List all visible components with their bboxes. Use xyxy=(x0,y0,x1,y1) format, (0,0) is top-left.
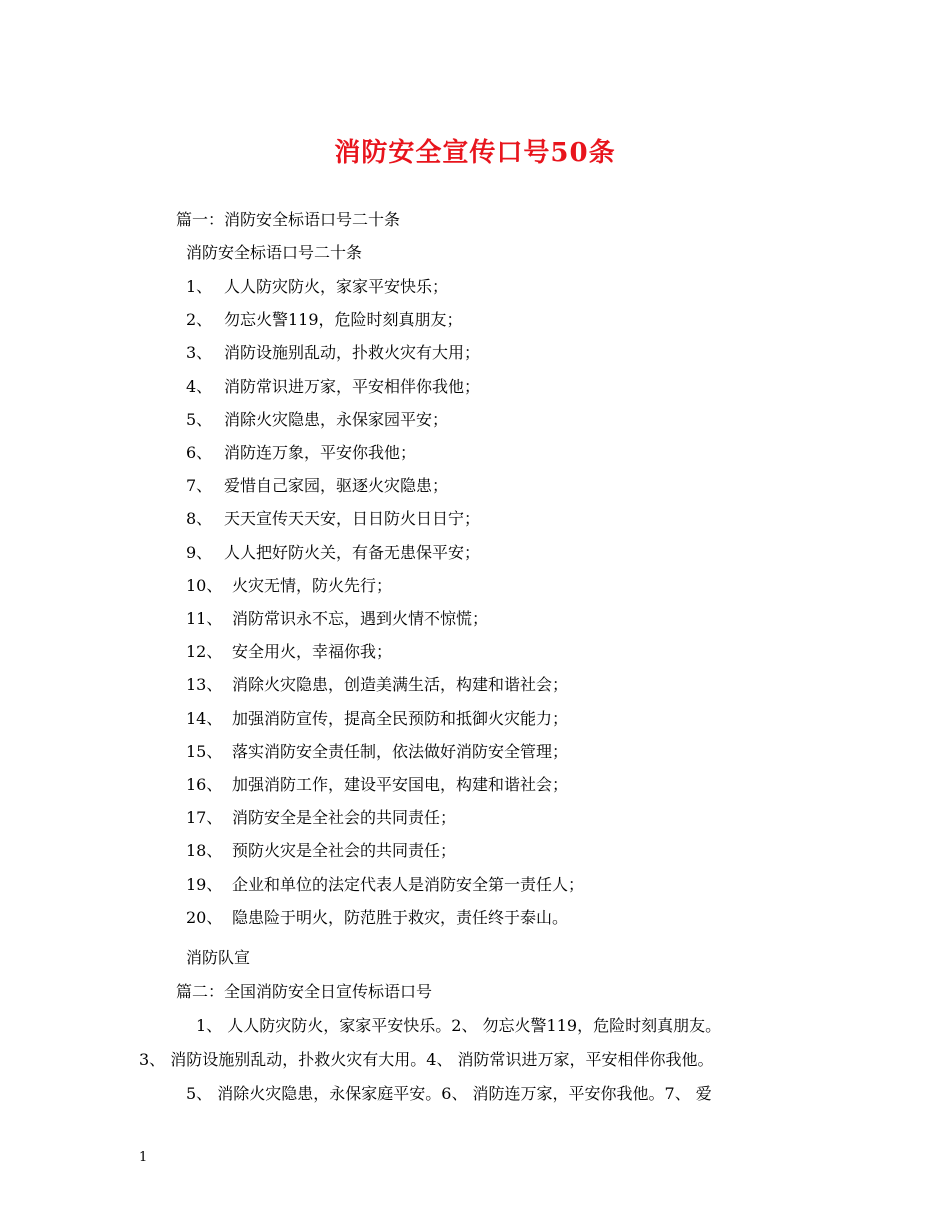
list-item-number: 19、 xyxy=(186,874,223,894)
list-item xyxy=(186,709,568,729)
list-item xyxy=(186,576,392,596)
section1-closing: 消防队宣 xyxy=(186,948,251,967)
list-item-text: 隐患险于明火，防范胜于救灾，责任终于泰山。 xyxy=(232,907,569,927)
list-item-text: 消防连万象，平安你我他； xyxy=(224,443,417,462)
list-item-number: 1、 xyxy=(186,277,213,296)
list-item-text: 消防常识永不忘，遇到火情不惊慌； xyxy=(232,609,489,628)
list-item-text: 人人把好防火关，有备无患保平安； xyxy=(224,542,481,562)
page-number: 1 xyxy=(139,1150,148,1165)
list-item-number: 2、 xyxy=(186,310,213,330)
list-item xyxy=(186,377,480,397)
list-item-number: 15、 xyxy=(186,741,223,761)
list-item-text: 消除火灾隐患，永保家园平安； xyxy=(224,409,449,429)
list-item xyxy=(186,509,480,529)
list-item xyxy=(186,410,448,430)
list-item-text: 天天宣传天天安，日日防火日日宁； xyxy=(224,509,481,529)
list-item-text: 企业和单位的法定代表人是消防安全第一责任人； xyxy=(232,874,585,894)
list-item xyxy=(186,742,568,762)
list-item xyxy=(186,875,584,895)
section2-heading: 篇二：全国消防安全日宣传标语口号 xyxy=(176,982,433,1001)
list-item-text: 落实消防安全责任制，依法做好消防安全管理； xyxy=(232,741,569,761)
list-item xyxy=(186,609,488,629)
list-item xyxy=(186,443,416,463)
section1-subheading: 消防安全标语口号二十条 xyxy=(186,243,363,262)
list-item-number: 5、 xyxy=(186,409,213,429)
document-title: 消防安全宣传口号50条 xyxy=(334,138,616,168)
list-item-number: 4、 xyxy=(186,376,213,396)
list-item-text: 消防设施别乱动，扑救火灾有大用； xyxy=(224,343,481,363)
list-item xyxy=(186,841,456,861)
list-item-text: 勿忘火警119，危险时刻真朋友； xyxy=(224,310,463,330)
list-item-number: 17、 xyxy=(186,808,223,828)
section2-paragraph-line-2: 3、 消防设施别乱动，扑救火灾有大用。4、 消防常识进万家，平安相伴你我他。 xyxy=(139,1050,714,1069)
list-item-text: 消防安全是全社会的共同责任； xyxy=(232,808,457,828)
section2-paragraph-line-1: 1、 人人防灾防火，家家平安快乐。2、 勿忘火警119，危险时刻真朋友。 xyxy=(196,1016,722,1035)
list-item-text: 预防火灾是全社会的共同责任； xyxy=(232,841,457,861)
list-item xyxy=(186,808,456,828)
list-item-text: 加强消防宣传，提高全民预防和抵御火灾能力； xyxy=(232,708,569,728)
list-item-number: 9、 xyxy=(186,542,213,562)
section1-heading: 篇一：消防安全标语口号二十条 xyxy=(176,210,401,229)
list-item xyxy=(186,775,568,795)
list-item-text: 安全用火，幸福你我； xyxy=(232,642,393,662)
list-item xyxy=(186,310,463,330)
list-item-number: 11、 xyxy=(186,609,223,628)
section2-paragraph-line-3: 5、 消除火灾隐患，永保家庭平安。6、 消防连万家，平安你我他。7、 爱 xyxy=(186,1084,712,1103)
list-item-number: 20、 xyxy=(186,907,223,927)
list-item xyxy=(186,343,480,363)
list-item-text: 火灾无情，防火先行； xyxy=(232,575,393,595)
list-item xyxy=(186,675,568,695)
list-item-number: 18、 xyxy=(186,841,223,861)
list-item xyxy=(186,908,568,928)
list-item-text: 人人防灾防火，家家平安快乐； xyxy=(224,277,449,296)
list-item-number: 3、 xyxy=(186,343,213,363)
list-item-number: 14、 xyxy=(186,708,223,728)
list-item xyxy=(186,543,480,563)
list-item xyxy=(186,642,392,662)
list-item-number: 13、 xyxy=(186,675,223,695)
list-item-number: 12、 xyxy=(186,642,223,662)
list-item-number: 16、 xyxy=(186,775,223,794)
list-item-text: 消防常识进万家，平安相伴你我他； xyxy=(224,376,481,396)
list-item-text: 爱惜自己家园，驱逐火灾隐患； xyxy=(224,476,449,496)
list-item xyxy=(186,476,448,496)
list-item-number: 10、 xyxy=(186,575,223,595)
list-item-number: 8、 xyxy=(186,509,213,529)
list-item xyxy=(186,277,448,297)
list-item-number: 7、 xyxy=(186,476,213,496)
list-item-text: 消除火灾隐患，创造美满生活，构建和谐社会； xyxy=(232,675,569,695)
list-item-text: 加强消防工作，建设平安国电，构建和谐社会； xyxy=(232,775,569,794)
list-item-number: 6、 xyxy=(186,443,213,462)
